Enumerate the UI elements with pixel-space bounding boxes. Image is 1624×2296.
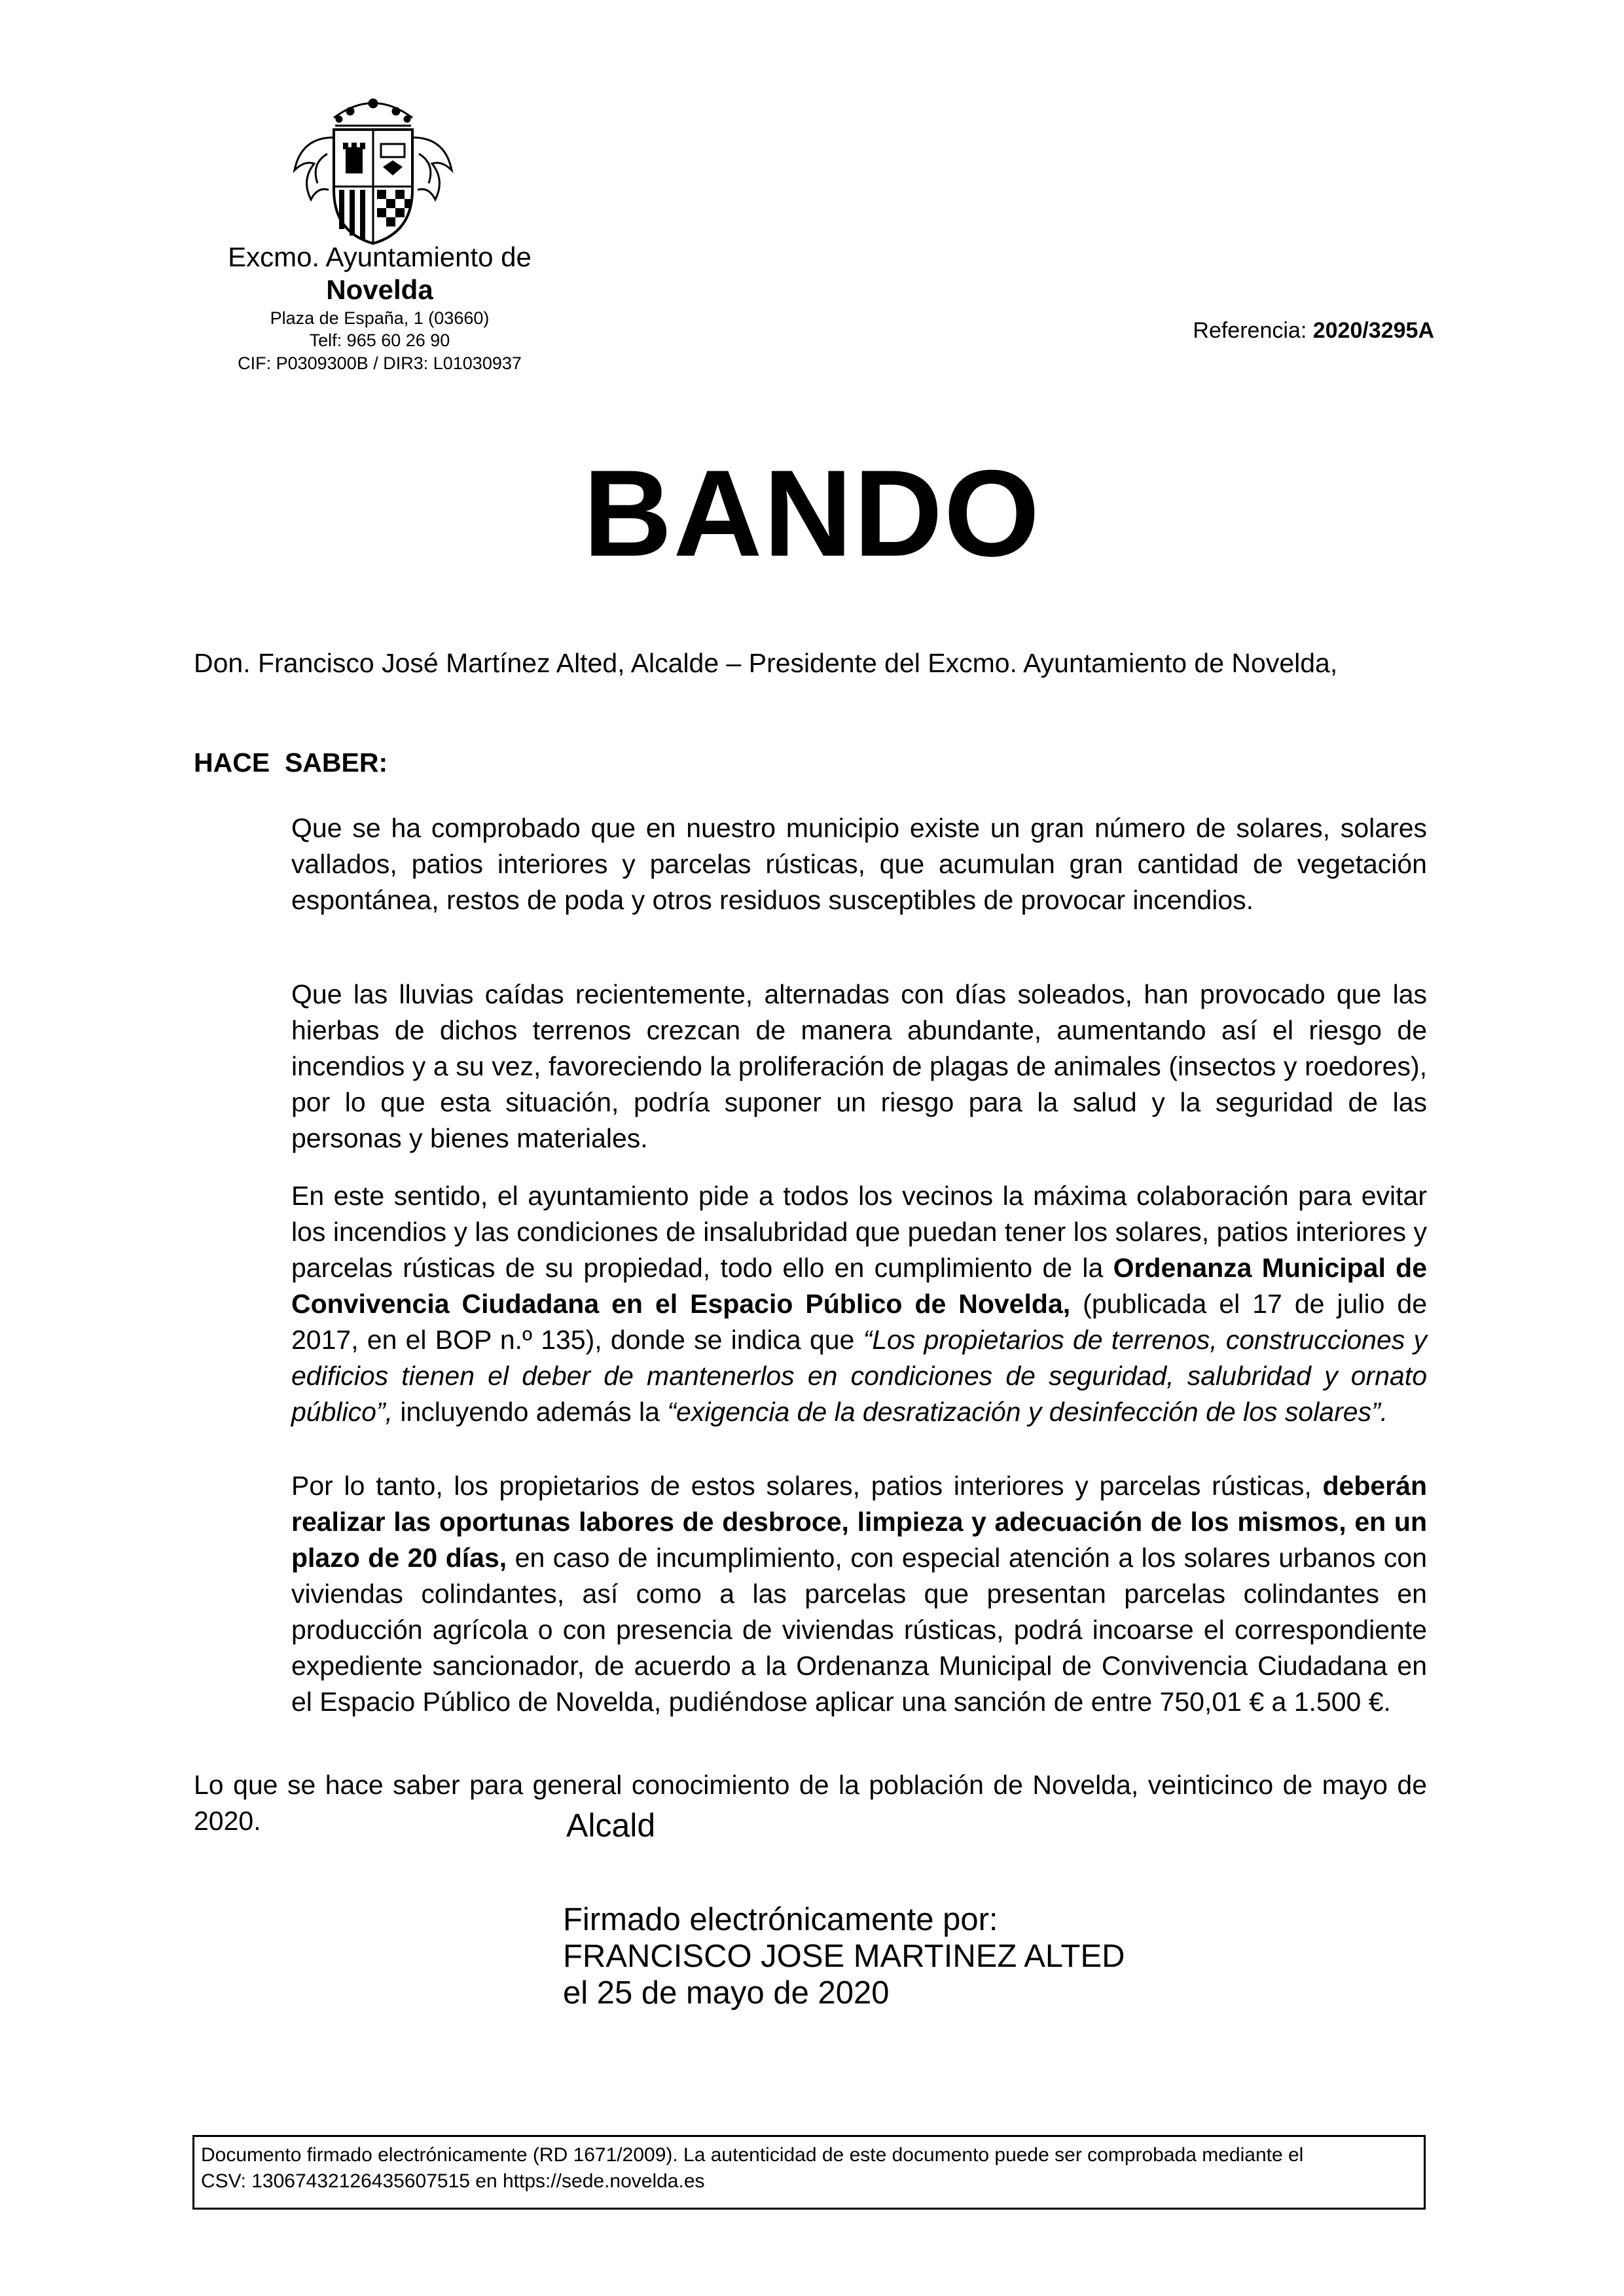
paragraph-2: Que las lluvias caídas recientemente, alternadas con días soleados, han provocado que las hierbas de dichos terrenos crezcan de manera abundante, aumentando así el riesgo de incendios y a su vez, favoreciendo la proliferación de plagas de animales (insectos y roedores), por lo que esta situación, podría suponer un riesgo para la salud y la seguridad de las personas y bienes materiales. xyxy=(291,979,1427,1153)
issuer-block xyxy=(128,241,632,374)
reference-label: Referencia: xyxy=(1193,318,1307,343)
document-title: BANDO xyxy=(583,444,1041,582)
issuer-address: Plaza de España, 1 (03660) xyxy=(270,308,490,328)
issuer-phone: Telf: 965 60 26 90 xyxy=(309,331,450,351)
closing-statement: Lo que se hace saber para general conocimiento de la población de Novelda, veinticinco de mayo de 2020. xyxy=(194,1770,1427,1836)
paragraph-3-text-e: incluyendo además la xyxy=(392,1397,668,1427)
paragraph-3 xyxy=(291,1178,1427,1430)
signature-line3: el 25 de mayo de 2020 xyxy=(563,1975,890,2011)
coat-of-arms-icon xyxy=(288,92,458,249)
reference-value: 2020/3295A xyxy=(1312,318,1434,343)
signature-line1: Firmado electrónicamente por: xyxy=(563,1902,998,1937)
hace-saber-heading: HACE SABER: xyxy=(194,747,388,778)
issuer-name: Novelda xyxy=(326,274,433,306)
paragraph-4-text-c: en caso de incumplimiento, con especial atención a los solares urbanos con viviendas colindantes, así como a las parcelas que presentan parcelas colindantes en producción agrícola o con presencia de viviendas rústicas, podrá incoarse el correspondiente expediente sancionador, de acuerdo a la Ordenanza Municipal de Convivencia Ciudadana en el Espacio Público de Novelda, pudiéndose aplicar una sanción de entre 750,01 € a 1.500 €. xyxy=(291,1543,1427,1717)
paragraph-4 xyxy=(291,1468,1427,1720)
paragraph-1: Que se ha comprobado que en nuestro municipio existe un gran número de solares, solares vallados, patios interiores y parcelas rústicas, que acumulan gran cantidad de vegetación espontánea, restos de poda y otros residuos susceptibles de provocar incendios. xyxy=(291,813,1427,915)
issuer-ids: CIF: P0309300B / DIR3: L01030937 xyxy=(238,353,522,373)
paragraph-3-text-c: (publicada el 17 de julio de 2017, en el BOP n.º 135), donde se indica que xyxy=(291,1289,1427,1355)
reference xyxy=(1193,318,1434,344)
electronic-signature xyxy=(563,1901,1125,2011)
footer-line1: Documento firmado electrónicamente (RD 1671/2009). La autenticidad de este documento puede ser comprobada mediante el xyxy=(201,2144,1304,2166)
paragraph-4-text-a: Por lo tanto, los propietarios de estos solares, patios interiores y parcelas rústicas, xyxy=(291,1471,1323,1501)
ordinance-quote-1: “Los propietarios de terrenos, construcciones y edificios tienen el deber de mantenerlos en condiciones de seguridad, salubridad y ornato público”, xyxy=(291,1325,1428,1427)
issuer-line1: Excmo. Ayuntamiento de xyxy=(228,242,532,272)
footer-line2: CSV: 13067432126435607515 en https://sede.novelda.es xyxy=(201,2170,705,2192)
ordinance-title: Ordenanza Municipal de Convivencia Ciudadana en el Espacio Público de Novelda, xyxy=(291,1253,1427,1319)
verification-footer xyxy=(192,2135,1426,2210)
ordinance-quote-2: “exigencia de la desratización y desinfección de los solares”. xyxy=(667,1397,1388,1427)
paragraph-3-text-a: En este sentido, el ayuntamiento pide a todos los vecinos la máxima colaboración para evitar los incendios y las condiciones de insalubridad que puedan tener los solares, patios interiores y parcelas rústicas de su propiedad, todo ello en cumplimiento de la xyxy=(291,1181,1427,1283)
intro-line: Don. Francisco José Martínez Alted, Alcalde – Presidente del Excmo. Ayuntamiento de Novelda, xyxy=(194,648,1338,678)
signature-role: Alcald xyxy=(566,1807,656,1844)
signature-line2: FRANCISCO JOSE MARTINEZ ALTED xyxy=(563,1939,1125,1974)
obligation-statement: deberán realizar las oportunas labores de desbroce, limpieza y adecuación de los mismos, en un plazo de 20 días, xyxy=(291,1471,1427,1573)
